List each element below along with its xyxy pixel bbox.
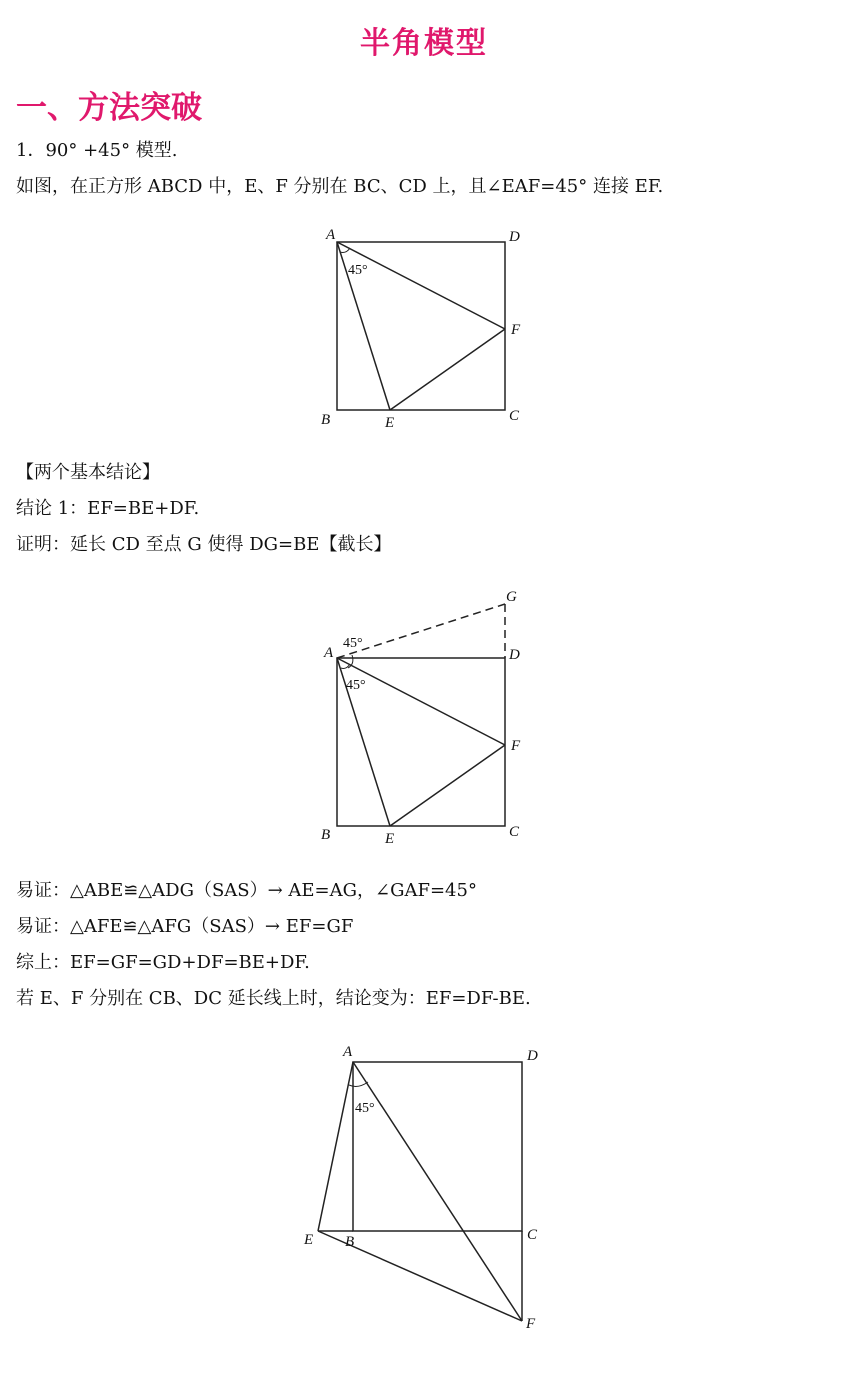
label-a: A xyxy=(324,645,334,661)
proof-step-1: 易证：△ABE≌△ADG（SAS）→ AE=AG，∠GAF=45° xyxy=(16,880,477,901)
label-b: B xyxy=(321,412,331,428)
label-e: E xyxy=(304,1232,314,1248)
figure-square-extended xyxy=(0,570,848,860)
section-heading: 一、方法突破 xyxy=(16,90,202,126)
proof-step-2: 易证：△AFE≌△AFG（SAS）→ EF=GF xyxy=(16,916,354,937)
label-b: B xyxy=(321,827,331,843)
angle-label: 45° xyxy=(348,263,368,278)
label-a: A xyxy=(343,1044,353,1060)
label-g: G xyxy=(506,589,517,605)
figure-square-outside xyxy=(0,1030,848,1382)
label-f: F xyxy=(511,322,521,338)
label-d: D xyxy=(509,229,520,245)
angle-label: 45° xyxy=(355,1101,375,1116)
proof-summary: 综上：EF=GF=GD+DF=BE+DF. xyxy=(16,952,310,973)
label-b: B xyxy=(345,1234,355,1250)
label-c: C xyxy=(527,1227,538,1243)
label-c: C xyxy=(509,408,520,424)
label-e: E xyxy=(385,831,395,847)
figure-square-basic xyxy=(0,0,848,440)
angle-label-bottom: 45° xyxy=(346,678,366,693)
label-d: D xyxy=(509,647,520,663)
proof-start: 证明：延长 CD 至点 G 使得 DG=BE【截长】 xyxy=(16,534,392,555)
label-a: A xyxy=(326,227,336,243)
model-heading: 1．90° +45° 模型. xyxy=(16,140,178,161)
label-d: D xyxy=(527,1048,538,1064)
label-e: E xyxy=(385,415,395,431)
extension-case: 若 E、F 分别在 CB、DC 延长线上时，结论变为：EF=DF-BE. xyxy=(16,988,531,1009)
conclusion-1: 结论 1：EF=BE+DF. xyxy=(16,498,200,519)
label-f: F xyxy=(526,1316,536,1332)
conclusions-heading: 【两个基本结论】 xyxy=(16,462,160,483)
problem-statement: 如图，在正方形 ABCD 中，E、F 分别在 BC、CD 上，且∠EAF=45° 连接 EF. xyxy=(16,176,664,197)
angle-label-top: 45° xyxy=(343,636,363,651)
label-f: F xyxy=(511,738,521,754)
label-c: C xyxy=(509,824,520,840)
page-title: 半角模型 xyxy=(360,26,488,61)
